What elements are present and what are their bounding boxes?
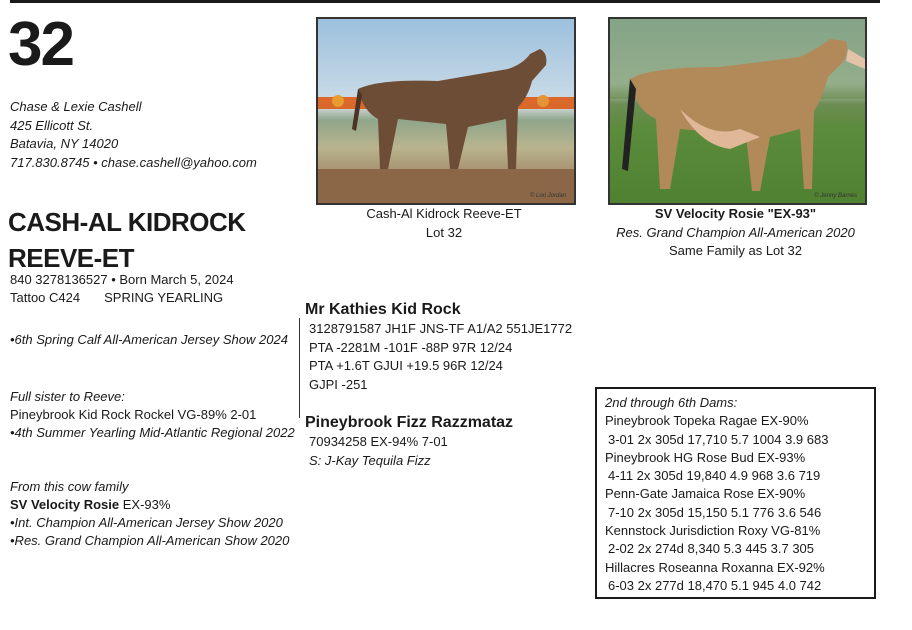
cow-family-note2: •Res. Grand Champion All-American Show 2020 [10,533,290,548]
dam-entry-record: 3-01 2x 305d 17,710 5.7 1004 3.9 683 [608,431,829,447]
dam-entry-record: 4-11 2x 305d 19,840 4.9 968 3.6 719 [608,468,821,484]
animal-tattoo: Tattoo C424 [10,289,81,305]
sire-block [305,300,572,394]
dams-box [595,387,876,599]
right-photo-caption [608,205,863,261]
sire-line2: PTA -2281M -101F -88P 97R 12/24 [309,339,513,355]
dam-entry-name: Hillacres Roseanna Roxanna EX-92% [605,559,825,575]
animal-name-line2: REEVE-ET [8,243,135,273]
photo-credit: © Lori Jordan [529,193,566,199]
consignor-names: Chase & Lexie Cashell [10,99,142,114]
full-sister-block [10,388,295,442]
left-caption-lot: Lot 32 [425,224,463,240]
dam-entry [605,485,874,522]
animal-award: •6th Spring Calf All-American Jersey Show 2024 [10,332,288,347]
dam-entry [605,559,874,596]
lot-cow-photo [316,17,576,205]
dam-entry-name: Penn-Gate Jamaica Rose EX-90% [605,486,806,502]
animal-class: SPRING YEARLING [104,289,224,305]
animal-id-line: 840 3278136527 • Born March 5, 2024 [10,272,234,287]
dam-entry [605,522,874,559]
full-sister-name: Pineybrook Kid Rock Rockel VG-89% 2-01 [10,407,257,422]
animal-ids [10,271,234,306]
top-rule [10,0,880,3]
cow-family-block [10,478,289,550]
dam-entry-record: 2-02 2x 274d 8,340 5.3 445 3.7 305 [608,541,815,557]
dams-box-heading: 2nd through 6th Dams: [605,395,738,410]
dam-entry-name: Kennstock Jurisdiction Roxy VG-81% [605,523,821,539]
animal-tattoo-row [10,289,234,307]
cow-illustration [610,19,865,203]
dam-name: Pineybrook Fizz Razzmataz [305,414,514,431]
pedigree-bracket [299,318,300,418]
sire-line1: 3128791587 JH1F JNS-TF A1/A2 551JE1772 [309,321,573,336]
sire-line3: PTA +1.6T GJUI +19.5 96R 12/24 [309,358,503,373]
cow-family-note1: •Int. Champion All-American Jersey Show 2020 [10,515,283,530]
lot-number: 32 [8,10,73,79]
cow-family-heading: From this cow family [10,479,129,494]
animal-name-line1: CASH-AL KIDROCK [8,207,246,237]
cow-illustration [318,19,574,203]
dam-entry-name: Pineybrook Topeka Ragae EX-90% [605,413,809,429]
full-sister-heading: Full sister to Reeve: [10,389,125,404]
dam-line1: 70934258 EX-94% 7-01 [309,434,448,449]
consignor-block [10,98,257,172]
family-cow-photo [608,17,867,205]
left-caption-name: Cash-Al Kidrock Reeve-ET [366,206,522,221]
sire-line4: GJPI -251 [309,376,368,392]
right-caption-name: SV Velocity Rosie "EX-93" [654,206,817,221]
dam-sire-line: S: J-Kay Tequila Fizz [309,452,431,468]
cow-family-score: EX-93% [119,497,171,512]
consignor-street: 425 Ellicott St. [10,117,94,133]
dam-entry-record: 7-10 2x 305d 15,150 5.1 776 3.6 546 [608,504,822,520]
dam-block [305,413,513,470]
dam-entry-record: 6-03 2x 277d 18,470 5.1 945 4.0 742 [608,577,822,593]
dam-entry [605,449,874,486]
full-sister-note: •4th Summer Yearling Mid-Atlantic Regional 2022 [10,425,295,440]
left-photo-caption [316,205,572,242]
cow-family-name: SV Velocity Rosie [10,497,120,512]
right-caption-family: Same Family as Lot 32 [669,243,802,258]
animal-name [8,204,246,276]
dam-entry [605,412,874,449]
photo-credit: © Jenny Barnes [814,193,857,199]
sire-name: Mr Kathies Kid Rock [305,301,461,318]
consignor-city: Batavia, NY 14020 [10,136,119,151]
right-caption-title: Res. Grand Champion All-American 2020 [616,224,855,240]
cow-family-name-row [10,496,289,514]
dam-entry-name: Pineybrook HG Rose Bud EX-93% [605,449,806,465]
consignor-contact: 717.830.8745 • chase.cashell@yahoo.com [10,154,257,170]
